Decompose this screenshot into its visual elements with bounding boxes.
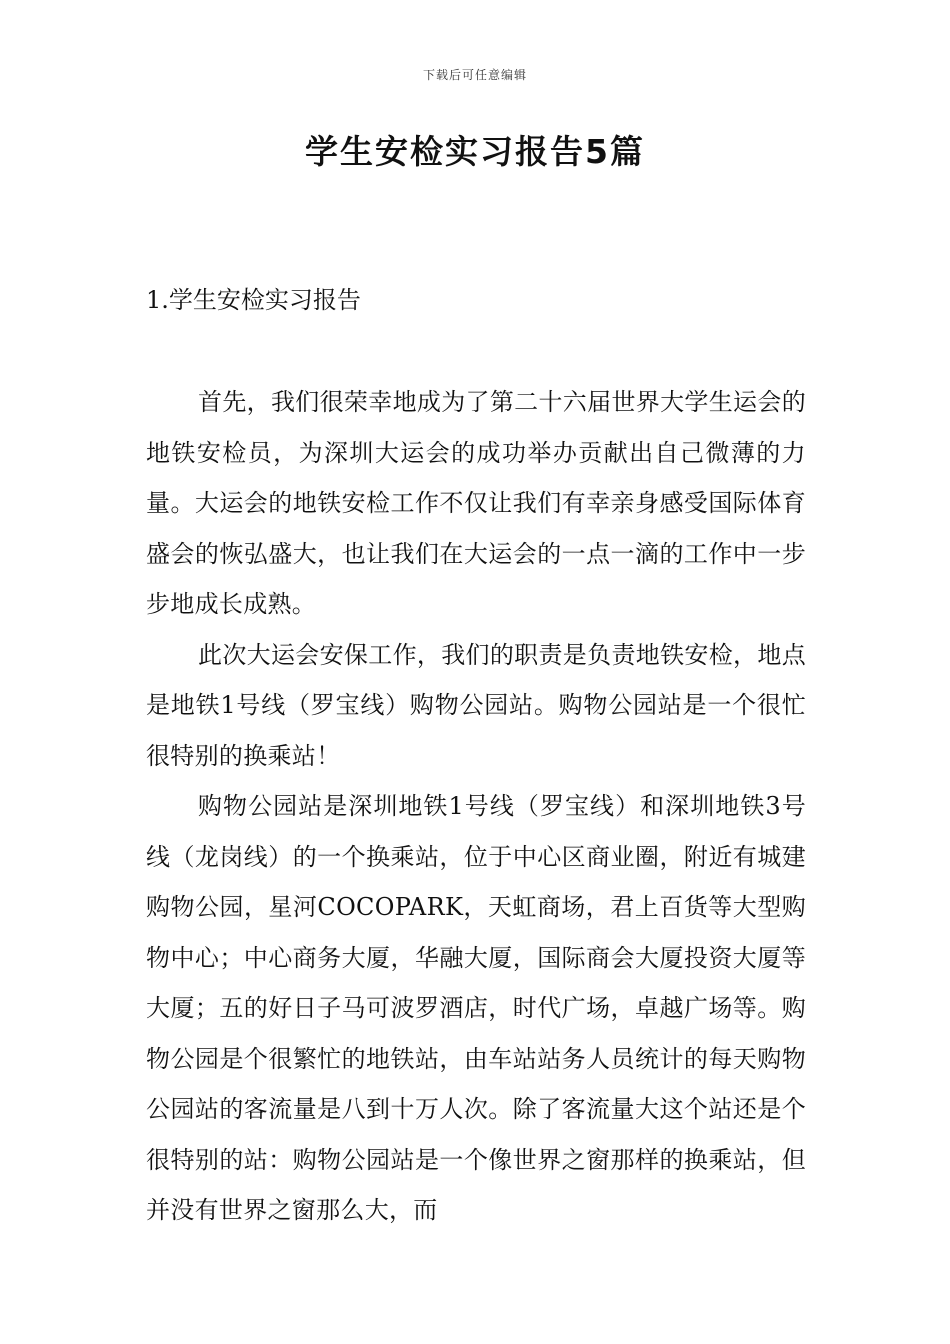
report-body <box>146 377 806 1236</box>
paragraph-2: 此次大运会安保工作，我们的职责是负责地铁安检，地点是地铁1号线（罗宝线）购物公园站。购物公园站是一个很忙很特别的换乘站！ <box>146 640 806 770</box>
header-note: 下载后可任意编辑 <box>422 68 527 82</box>
paragraph-1: 首先，我们很荣幸地成为了第二十六届世界大学生运会的地铁安检员，为深圳大运会的成功举办贡献出自己微薄的力量。大运会的地铁安检工作不仅让我们有幸亲身感受国际体育盛会的恢弘盛大，也让我们在大运会的一点一滴的工作中一步步地成长成熟。 <box>146 388 806 618</box>
paragraph-3: 购物公园站是深圳地铁1号线（罗宝线）和深圳地铁3号线（龙岗线）的一个换乘站，位于中心区商业圈，附近有城建购物公园，星河COCOPARK，天虹商场，君上百货等大型购物中心；中心商务大厦，华融大厦，国际商会大厦投资大厦等大厦；五的好日子马可波罗酒店，时代广场，卓越广场等。购物公园是个很繁忙的地铁站，由车站站务人员统计的每天购物公园站的客流量是八到十万人次。除了客流量大这个站还是个很特别的站：购物公园站是一个像世界之窗那样的换乘站，但并没有世界之窗那么大，而 <box>146 792 806 1224</box>
document-title: 学生安检实习报告5篇 <box>305 132 645 171</box>
section-heading: 1.学生安检实习报告 <box>146 286 361 314</box>
